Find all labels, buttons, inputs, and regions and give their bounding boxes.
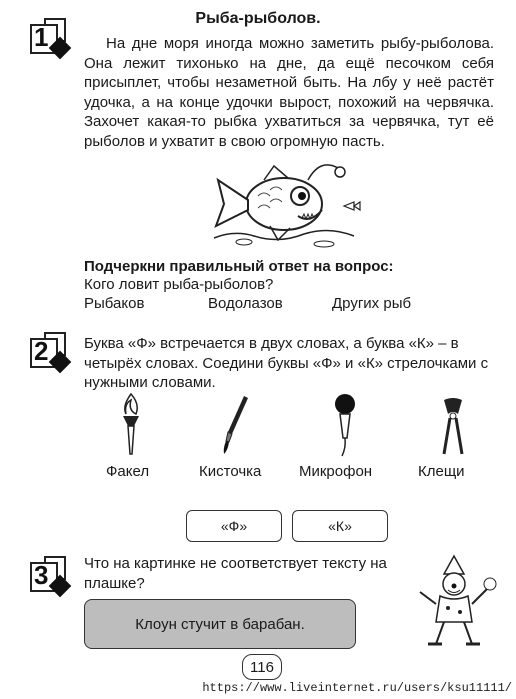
page-title: Рыба-рыболов.: [195, 10, 321, 27]
anglerfish-illustration: [204, 160, 374, 252]
microphone-icon: [330, 392, 360, 458]
task-2-text: Буква «Ф» встречается в двух словах, а буква «К» – в четырёх словах. Соедини буквы «Ф» и «К» стрелочками с нужными словами.: [84, 335, 489, 392]
question-text: Кого ловит рыба-рыболов?: [84, 276, 274, 293]
task-3-text: Что на картинке не соответствует тексту на плашке?: [84, 555, 387, 592]
task-number: 3: [34, 560, 49, 590]
tool-label: Клещи: [418, 463, 465, 480]
task-1-badge: [30, 18, 72, 64]
story-text: [84, 34, 494, 152]
footer-url: https://www.liveinternet.ru/users/ksu11111/: [202, 681, 512, 695]
answer-option[interactable]: Других рыб: [332, 295, 412, 312]
clown-illustration: [414, 552, 500, 648]
task-2-badge: [30, 332, 72, 378]
text-plate: Клоун стучит в барабан.: [84, 599, 356, 649]
tool-label: Кисточка: [199, 463, 262, 480]
pliers-icon: [438, 396, 468, 456]
page-number: 116: [242, 654, 282, 680]
answer-option[interactable]: Рыбаков: [84, 295, 145, 312]
task-number: 2: [34, 336, 49, 366]
task-3-badge: [30, 556, 72, 602]
torch-icon: [116, 392, 146, 456]
task-number: 1: [34, 22, 49, 52]
letter-k-box[interactable]: «К»: [292, 510, 388, 542]
brush-icon: [220, 394, 250, 456]
question-heading: Подчеркни правильный ответ на вопрос:: [84, 258, 394, 275]
story-paragraph: На дне моря иногда можно заметить рыбу-рыболова. Она лежит тихонько на дне, да ещё песочком себя присыплет, чтобы незаметной быть. На лбу у неё растёт удочка, а на конце удочки вырост, похожий на червячка. Захочет какая-то рыбка ухватиться за червячка, тут её рыболов и ухватит в свою огромную пасть.: [84, 35, 494, 150]
letter-f-box[interactable]: «Ф»: [186, 510, 282, 542]
answer-option[interactable]: Водолазов: [208, 295, 283, 312]
tool-label: Микрофон: [299, 463, 373, 480]
tool-label: Факел: [106, 463, 150, 480]
